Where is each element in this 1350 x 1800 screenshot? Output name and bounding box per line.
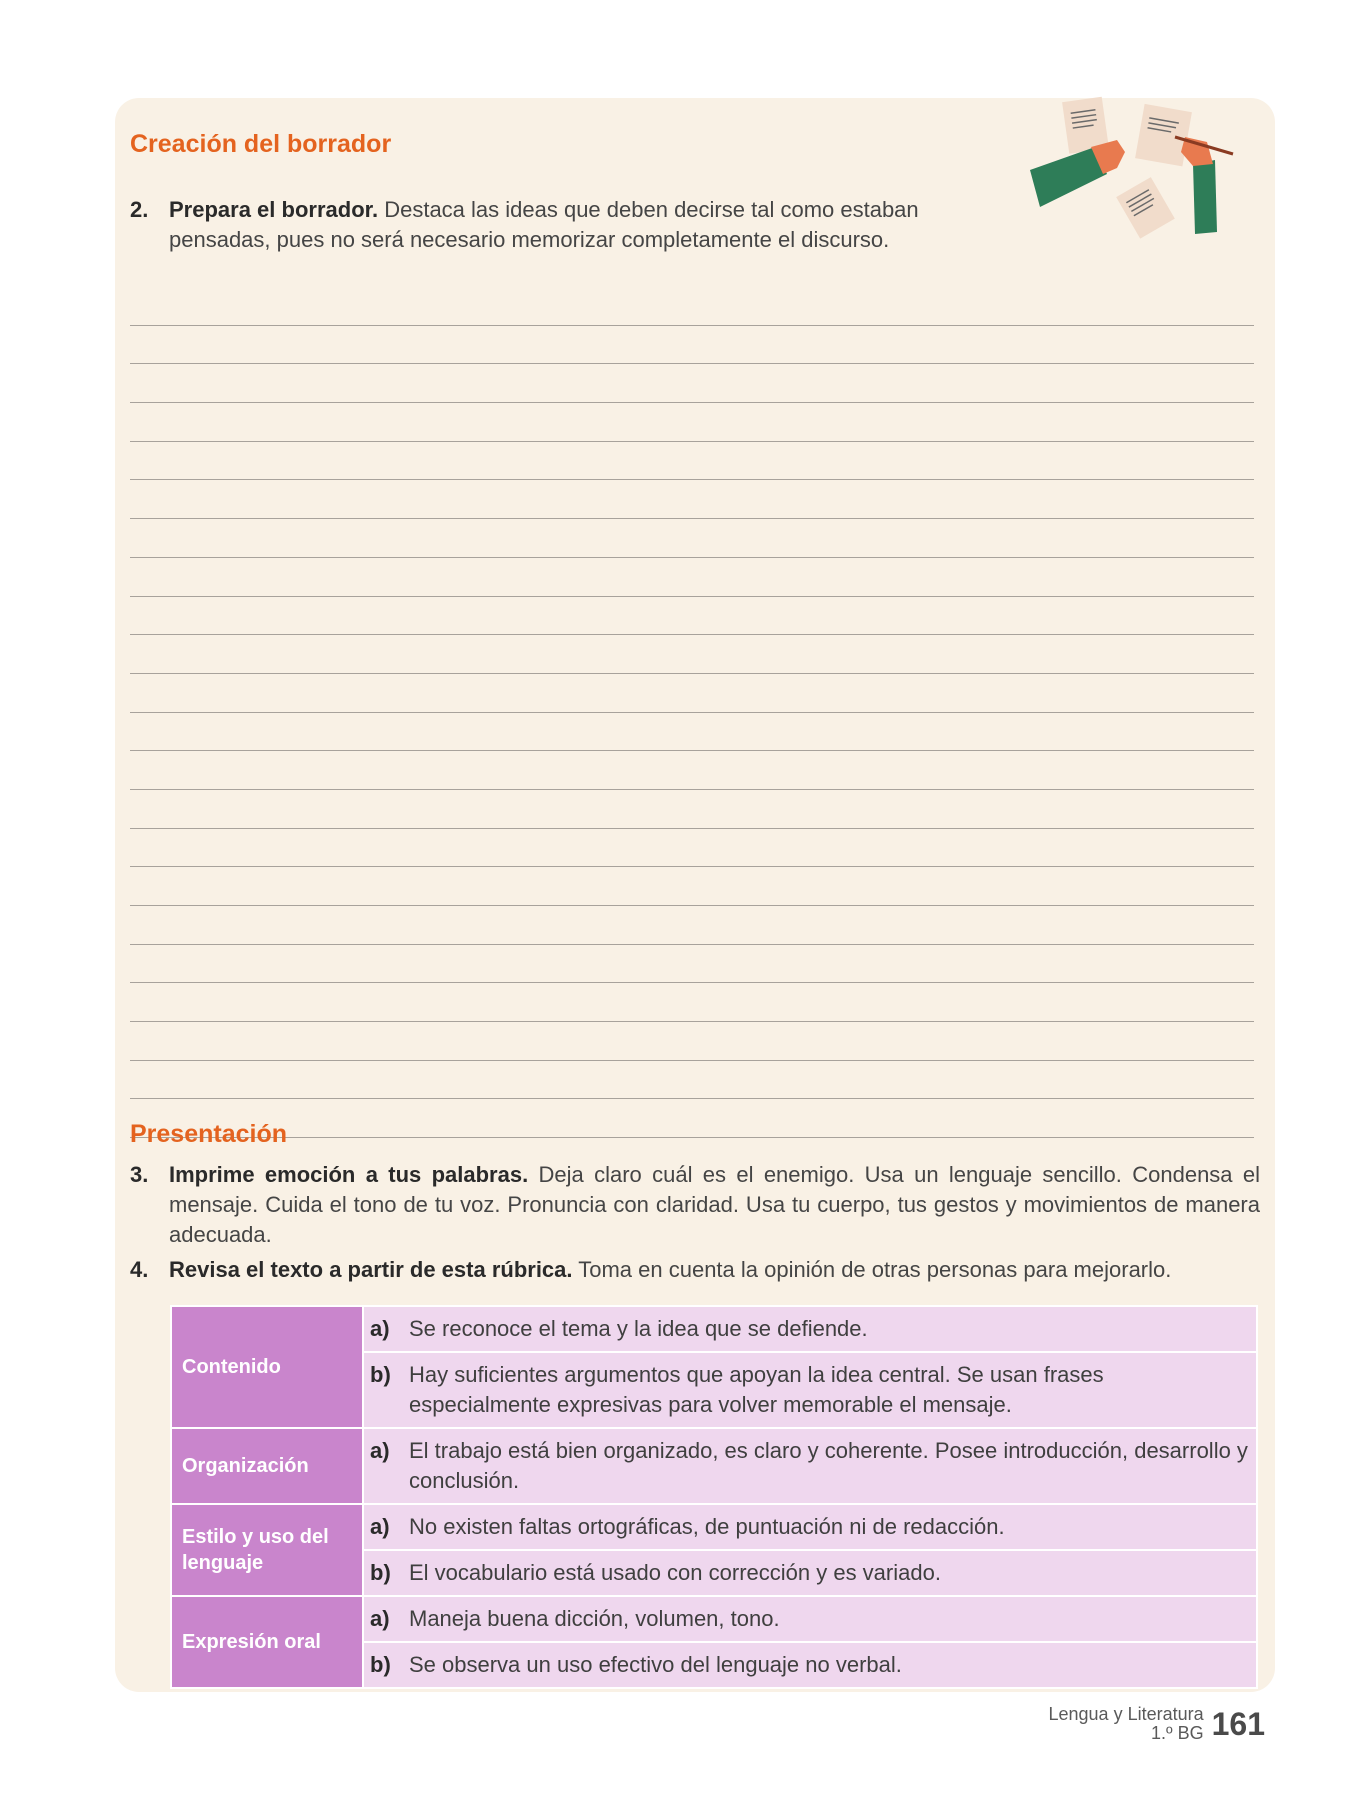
writing-line[interactable] [130,558,1254,597]
draft-instruction [130,195,1010,255]
footer-subject: Lengua y Literatura [1048,1704,1204,1724]
writing-line[interactable] [130,751,1254,790]
table-row [171,1504,1257,1550]
descriptor-letter: b) [370,1362,391,1387]
footer-grade: 1.º BG [1151,1723,1204,1743]
writing-line[interactable] [130,597,1254,636]
descriptor-letter: b) [370,1652,391,1677]
item-lead: Imprime emoción a tus palabras. [169,1162,529,1187]
writing-line[interactable] [130,287,1254,326]
descriptor-letter: b) [370,1560,391,1585]
presentation-item-4 [130,1255,1260,1285]
draft-section-title: Creación del borrador [130,130,392,158]
page-footer [1049,1705,1266,1743]
rubric-table [170,1305,1258,1689]
writing-line[interactable] [130,403,1254,442]
writing-line[interactable] [130,829,1254,868]
descriptor-text: El vocabulario está usado con corrección y es variado. [409,1560,941,1585]
table-row [171,1306,1257,1352]
writing-line[interactable] [130,326,1254,365]
descriptor-text: No existen faltas ortográficas, de puntuación ni de redacción. [409,1514,1005,1539]
descriptor-cell [363,1352,1257,1428]
item-number: 3. [130,1162,149,1187]
descriptor-text: Hay suficientes argumentos que apoyan la idea central. Se usan frases especialmente expresivas para volver memorable el mensaje. [409,1362,1104,1417]
page-number: 161 [1211,1705,1265,1742]
writing-line[interactable] [130,674,1254,713]
writing-line[interactable] [130,1022,1254,1061]
item-number: 4. [130,1257,149,1282]
descriptor-text: Se observa un uso efectivo del lenguaje no verbal. [409,1652,902,1677]
writing-line[interactable] [130,442,1254,481]
descriptor-cell [363,1306,1257,1352]
item-text: Destaca las ideas que deben decirse tal como estaban pensadas, pues no será necesario memorizar completamente el discurso. [169,197,919,252]
descriptor-letter: a) [370,1316,390,1341]
footer-subject-block [1049,1705,1204,1743]
writing-line[interactable] [130,635,1254,674]
writing-line[interactable] [130,867,1254,906]
writing-line[interactable] [130,519,1254,558]
descriptor-cell [363,1642,1257,1688]
writing-line[interactable] [130,983,1254,1022]
table-row [171,1428,1257,1504]
criterion-cell: Estilo y uso del lenguaje [171,1504,363,1596]
descriptor-text: El trabajo está bien organizado, es claro y coherente. Posee introducción, desarrollo y conclusión. [409,1438,1248,1493]
descriptor-cell [363,1596,1257,1642]
writing-line[interactable] [130,713,1254,752]
criterion-cell: Organización [171,1428,363,1504]
writing-lines[interactable] [130,287,1254,1138]
descriptor-text: Se reconoce el tema y la idea que se defiende. [409,1316,868,1341]
writing-line[interactable] [130,906,1254,945]
presentation-section-title: Presentación [130,1120,288,1148]
criterion-cell: Expresión oral [171,1596,363,1688]
item-text: Deja claro cuál es el enemigo. Usa un lenguaje sencillo. Condensa el mensaje. Cuida el tono de tu voz. Pronuncia con claridad. Usa tu cuerpo, tus gestos y movimientos de manera adecuada. [169,1162,1260,1247]
descriptor-cell [363,1504,1257,1550]
item-lead: Revisa el texto a partir de esta rúbrica. [169,1257,573,1282]
item-number: 2. [130,197,149,222]
hands-writing-on-paper-icon [1025,92,1240,247]
criterion-cell: Contenido [171,1306,363,1428]
item-lead: Prepara el borrador. [169,197,379,222]
descriptor-letter: a) [370,1514,390,1539]
writing-line[interactable] [130,945,1254,984]
descriptor-cell [363,1550,1257,1596]
table-row [171,1596,1257,1642]
presentation-item-3 [130,1160,1260,1250]
writing-line[interactable] [130,480,1254,519]
writing-line[interactable] [130,790,1254,829]
item-text: Toma en cuenta la opinión de otras personas para mejorarlo. [572,1257,1172,1282]
descriptor-cell [363,1428,1257,1504]
descriptor-letter: a) [370,1606,390,1631]
writing-line[interactable] [130,1061,1254,1100]
descriptor-letter: a) [370,1438,390,1463]
descriptor-text: Maneja buena dicción, volumen, tono. [409,1606,780,1631]
writing-line[interactable] [130,1099,1254,1138]
writing-line[interactable] [130,364,1254,403]
